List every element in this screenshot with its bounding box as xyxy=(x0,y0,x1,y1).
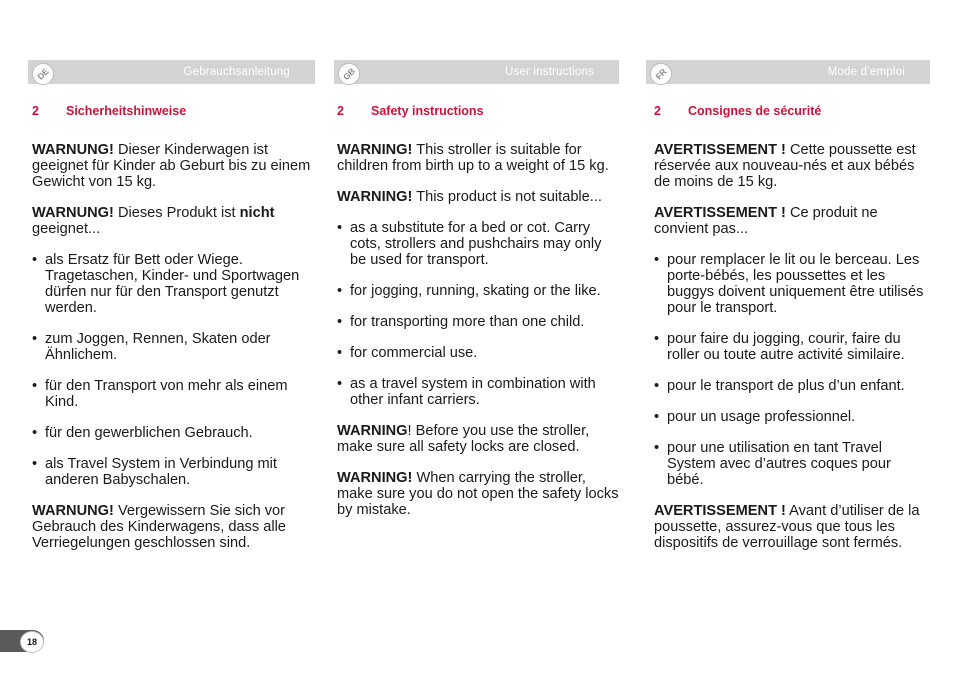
warning-paragraph xyxy=(32,142,315,190)
warning-label: AVERTISSEMENT ! xyxy=(654,205,786,221)
section-number: 2 xyxy=(337,104,344,118)
language-badge: FR xyxy=(645,58,676,89)
warning-paragraph xyxy=(654,503,930,551)
warning-text: When carrying the stroller, make sure you do not open the safety locks by mistake. xyxy=(337,470,619,518)
column-de xyxy=(32,60,315,566)
list-item: • für den Transport von mehr als einem Kind. xyxy=(32,378,315,410)
list-item: • for jogging, running, skating or the like. xyxy=(337,283,619,299)
warning-label: WARNUNG! xyxy=(32,205,114,221)
warning-text: Cette poussette est réservée aux nouveau-nés et aux bébés de moins de 15 kg. xyxy=(654,142,916,190)
warning-text: Dieser Kinderwagen ist geeignet für Kinder ab Geburt bis zu einem Gewicht von 15 kg. xyxy=(32,142,311,190)
warning-text: Avant d’utiliser de la poussette, assurez-vous que tous les dispositifs de verrouillage sont fermés. xyxy=(654,503,920,551)
warning-text: ! Before you use the stroller, make sure all safety locks are closed. xyxy=(337,423,590,455)
section-number: 2 xyxy=(654,104,661,118)
section-content xyxy=(337,142,619,518)
warning-label: WARNING xyxy=(337,423,408,439)
list-item: • für den gewerblichen Gebrauch. xyxy=(32,425,315,441)
section-heading xyxy=(32,104,315,120)
warning-paragraph xyxy=(654,142,930,190)
header-banner xyxy=(646,60,930,84)
warning-paragraph xyxy=(654,205,930,237)
list-item: • as a substitute for a bed or cot. Carry cots, strollers and pushchairs may only be used for transport. xyxy=(337,220,619,268)
warning-paragraph xyxy=(32,205,315,237)
warning-paragraph xyxy=(337,142,619,174)
list-item: • for transporting more than one child. xyxy=(337,314,619,330)
warning-paragraph xyxy=(337,189,619,205)
bullet-list xyxy=(337,220,619,408)
warning-text: Vergewissern Sie sich vor Gebrauch des Kinderwagens, dass alle Verriegelungen geschlossen sind. xyxy=(32,503,286,551)
warning-label: WARNING! xyxy=(337,142,413,158)
warning-text: This product is not suitable... xyxy=(412,189,602,205)
header-banner xyxy=(334,60,619,84)
section-title: Consignes de sécurité xyxy=(688,104,822,118)
warning-label: AVERTISSEMENT ! xyxy=(654,142,786,158)
bullet-list xyxy=(32,252,315,488)
column-fr xyxy=(654,60,930,566)
list-item: • for commercial use. xyxy=(337,345,619,361)
column-gb xyxy=(337,60,619,533)
list-item: • als Travel System in Verbindung mit anderen Babyschalen. xyxy=(32,456,315,488)
warning-label: WARNING! xyxy=(337,189,413,205)
list-item: • als Ersatz für Bett oder Wiege. Tragetaschen, Kinder- und Sportwagen dürfen nur für den Transport genutzt werden. xyxy=(32,252,315,316)
warning-paragraph xyxy=(32,503,315,551)
list-item: • as a travel system in combination with other infant carriers. xyxy=(337,376,619,408)
page-number: 18 xyxy=(20,631,44,653)
banner-title: User instructions xyxy=(504,66,594,78)
section-title: Safety instructions xyxy=(371,104,484,118)
warning-label: WARNING! xyxy=(337,470,413,486)
warning-paragraph xyxy=(337,423,619,455)
list-item: • pour faire du jogging, courir, faire du roller ou toute autre activité similaire. xyxy=(654,331,930,363)
list-item: • pour un usage professionnel. xyxy=(654,409,930,425)
warning-text: This stroller is suitable for children from birth up to a weight of 15 kg. xyxy=(337,142,609,174)
warning-paragraph xyxy=(337,470,619,518)
list-item: • pour une utilisation en tant Travel System avec d’autres coques pour bébé. xyxy=(654,440,930,488)
warning-text: Dieses Produkt ist xyxy=(113,205,240,221)
list-item: • pour le transport de plus d’un enfant. xyxy=(654,378,930,394)
section-heading xyxy=(337,104,619,120)
section-number: 2 xyxy=(32,104,39,118)
warning-text: Ce produit ne convient pas... xyxy=(654,205,878,237)
warning-label: AVERTISSEMENT ! xyxy=(654,503,786,519)
warning-label: WARNUNG! xyxy=(32,142,114,158)
section-content xyxy=(654,142,930,551)
section-heading xyxy=(654,104,930,120)
header-banner xyxy=(28,60,315,84)
language-badge: DE xyxy=(27,58,58,89)
banner-title: Mode d’emploi xyxy=(827,66,905,78)
warning-text: geeignet... xyxy=(32,221,101,237)
list-item: • zum Joggen, Rennen, Skaten oder Ähnlichem. xyxy=(32,331,315,363)
language-badge: GB xyxy=(333,58,364,89)
bullet-list xyxy=(654,252,930,488)
section-content xyxy=(32,142,315,551)
list-item: • pour remplacer le lit ou le berceau. Les porte-bébés, les poussettes et les buggys doivent uniquement être utilisés pour le transport. xyxy=(654,252,930,316)
emphasis-text: nicht xyxy=(239,205,275,221)
warning-label: WARNUNG! xyxy=(32,503,114,519)
banner-title: Gebrauchsanleitung xyxy=(183,66,290,78)
section-title: Sicherheitshinweise xyxy=(66,104,187,118)
